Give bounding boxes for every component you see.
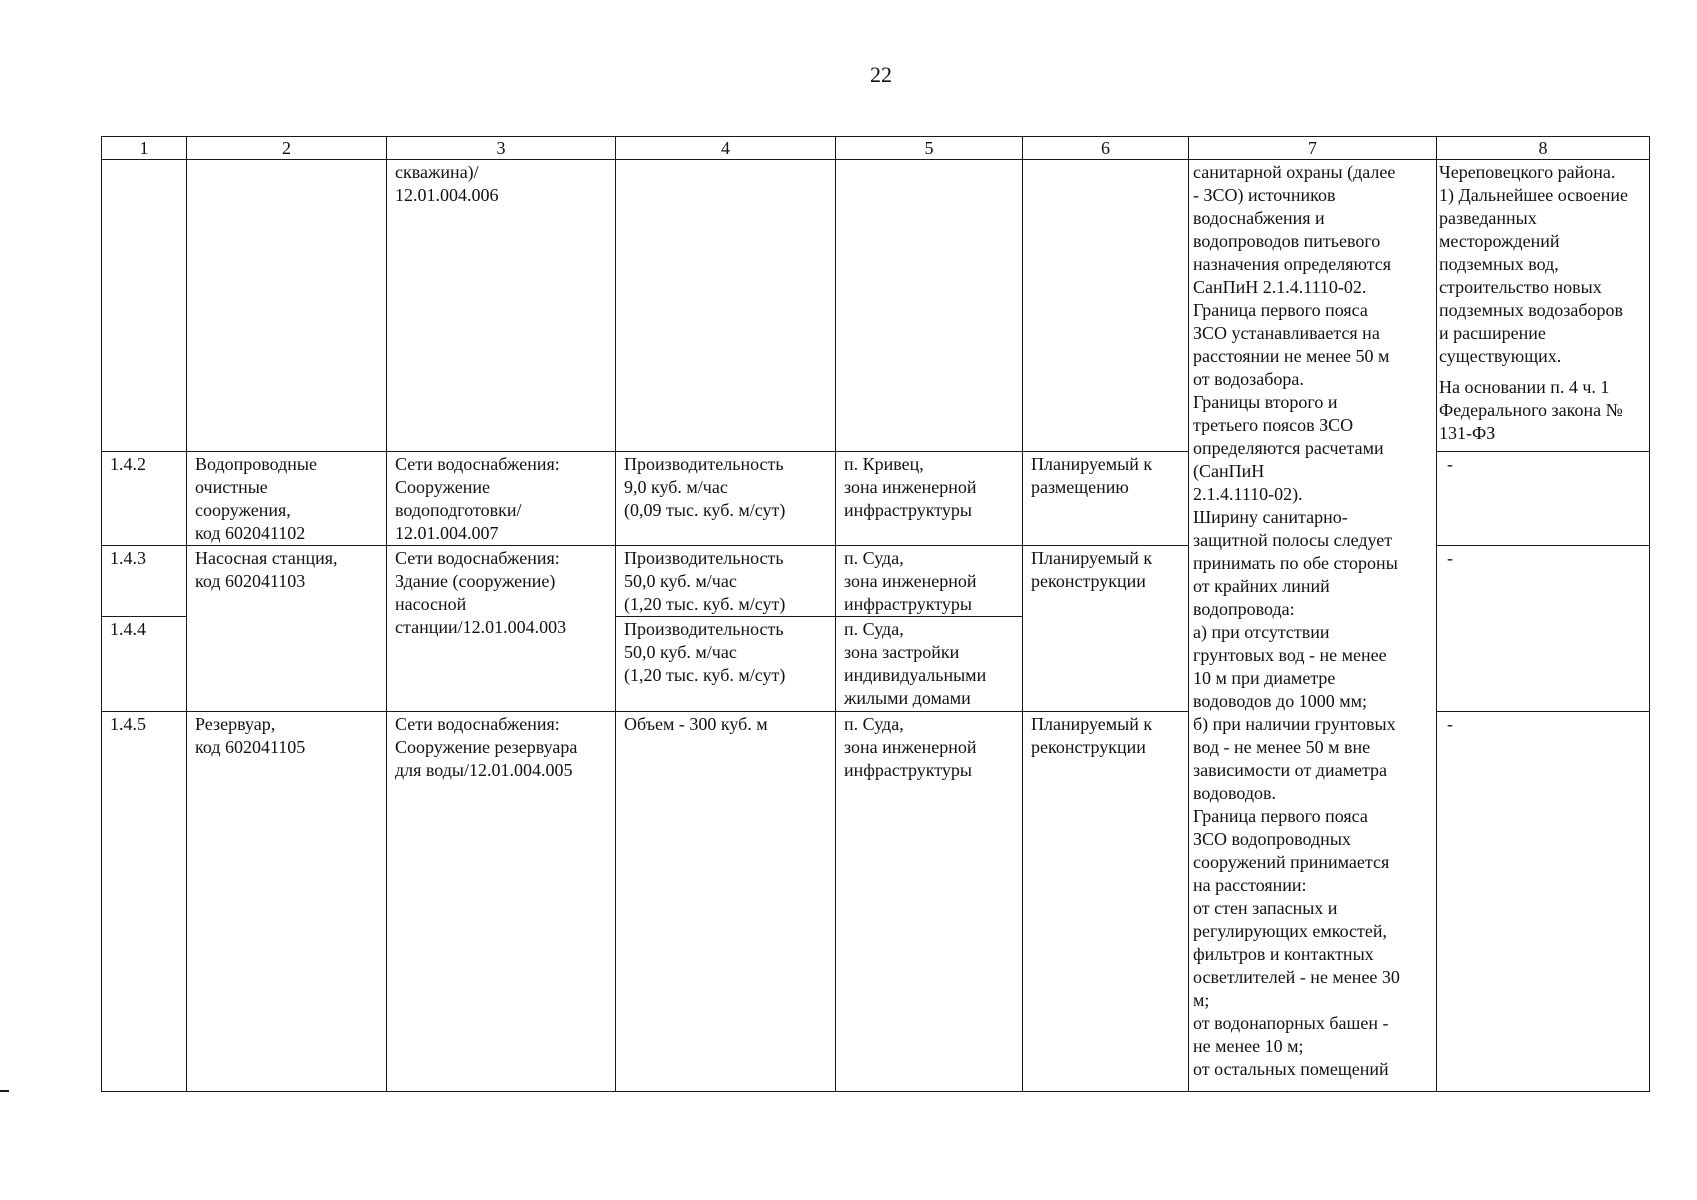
cell-line: реконструкции bbox=[1031, 737, 1146, 757]
cell-characteristics bbox=[616, 617, 836, 712]
zone-line: водоснабжения и bbox=[1193, 208, 1325, 228]
header-cell: 4 bbox=[616, 137, 836, 160]
cell-line: зона инженерной bbox=[844, 737, 977, 757]
zone-line: СанПиН 2.1.4.1110-02. bbox=[1193, 277, 1367, 297]
note-gap bbox=[1439, 368, 1647, 376]
cell-notes bbox=[1437, 452, 1650, 546]
zone-line: на расстоянии: bbox=[1193, 875, 1307, 895]
cell-line: 12.01.004.006 bbox=[395, 185, 499, 205]
cell-line: зона инженерной bbox=[844, 571, 977, 591]
cell-line: индивидуальными bbox=[844, 665, 987, 685]
cell-line: инфраструктуры bbox=[844, 594, 972, 614]
zone-line: от водозабора. bbox=[1193, 369, 1304, 389]
cell-line: Сооружение bbox=[395, 477, 490, 497]
note-dash: - bbox=[1447, 548, 1453, 568]
zone-line: - ЗСО) источников bbox=[1193, 185, 1336, 205]
cell-status bbox=[1023, 546, 1189, 712]
cell-number: 1.4.2 bbox=[102, 452, 187, 546]
cell-location bbox=[836, 160, 1023, 452]
cell-line: инфраструктуры bbox=[844, 500, 972, 520]
zone-line: регулирующих емкостей, bbox=[1193, 921, 1388, 941]
cell-line: 50,0 куб. м/час bbox=[624, 571, 737, 591]
zone-line: зависимости от диаметра bbox=[1193, 760, 1388, 780]
zone-line: (СанПиН bbox=[1193, 461, 1265, 481]
cell-line: код 602041105 bbox=[195, 737, 306, 757]
zone-line: санитарной охраны (далее bbox=[1193, 162, 1396, 182]
header-row bbox=[102, 137, 1650, 160]
note-dash: - bbox=[1447, 714, 1453, 734]
cell-protection-zones bbox=[1189, 160, 1437, 1092]
note-line: На основании п. 4 ч. 1 bbox=[1439, 377, 1610, 397]
zone-line: грунтовых вод - не менее bbox=[1193, 645, 1387, 665]
zone-line: Ширину санитарно- bbox=[1193, 507, 1348, 527]
cell-number bbox=[102, 160, 187, 452]
cell-line: реконструкции bbox=[1031, 571, 1146, 591]
cell-name bbox=[187, 546, 387, 712]
cell-location bbox=[836, 546, 1023, 617]
cell-line: очистные bbox=[195, 477, 268, 497]
cell-name bbox=[187, 712, 387, 1092]
zone-line: Границы второго и bbox=[1193, 392, 1338, 412]
cell-name bbox=[187, 452, 387, 546]
cell-line: код 602041102 bbox=[195, 523, 306, 543]
zone-line: 2.1.4.1110-02). bbox=[1193, 484, 1303, 504]
cell-line: Производительность bbox=[624, 454, 784, 474]
zone-line: а) при отсутствии bbox=[1193, 622, 1330, 642]
cell-line: Сооружение резервуара bbox=[395, 737, 578, 757]
zone-line: сооружений принимается bbox=[1193, 852, 1390, 872]
note-line: существующих. bbox=[1439, 346, 1562, 366]
cell-name bbox=[187, 160, 387, 452]
zone-line: ЗСО водопроводных bbox=[1193, 829, 1351, 849]
cell-line: для воды/12.01.004.005 bbox=[395, 760, 573, 780]
cell-line: 9,0 куб. м/час bbox=[624, 477, 728, 497]
cell-line: Планируемый к bbox=[1031, 548, 1153, 568]
zone-line: назначения определяются bbox=[1193, 254, 1392, 274]
cell-line: Производительность bbox=[624, 548, 784, 568]
cell-location bbox=[836, 712, 1023, 1092]
cell-location bbox=[836, 452, 1023, 546]
note-line: 1) Дальнейшее освоение bbox=[1439, 185, 1628, 205]
cell-line: Насосная станция, bbox=[195, 548, 338, 568]
header-cell: 6 bbox=[1023, 137, 1189, 160]
zone-line: от крайних линий bbox=[1193, 576, 1330, 596]
note-line: строительство новых bbox=[1439, 277, 1602, 297]
note-line: подземных водозаборов bbox=[1439, 300, 1623, 320]
zone-line: от стен запасных и bbox=[1193, 898, 1338, 918]
zone-line: Граница первого пояса bbox=[1193, 300, 1368, 320]
zone-line: осветлителей - не менее 30 bbox=[1193, 967, 1400, 987]
cell-status bbox=[1023, 160, 1189, 452]
cell-line: (0,09 тыс. куб. м/сут) bbox=[624, 500, 786, 520]
cell-line: скважина)/ bbox=[395, 162, 479, 182]
note-line: Череповецкого района. bbox=[1439, 162, 1616, 182]
cell-type bbox=[387, 546, 616, 712]
header-cell: 8 bbox=[1437, 137, 1650, 160]
note-line: 131-ФЗ bbox=[1439, 423, 1496, 443]
data-table bbox=[101, 136, 1650, 1092]
zone-line: м; bbox=[1193, 990, 1210, 1010]
zone-line: ЗСО устанавливается на bbox=[1193, 323, 1380, 343]
page-number: 22 bbox=[870, 62, 892, 87]
cell-line: Сети водоснабжения: bbox=[395, 714, 560, 734]
cell-characteristics bbox=[616, 452, 836, 546]
cell-line: сооружения, bbox=[195, 500, 291, 520]
note-line: месторождений bbox=[1439, 231, 1560, 251]
zone-line: не менее 10 м; bbox=[1193, 1036, 1304, 1056]
zone-line: вод - не менее 50 м вне bbox=[1193, 737, 1371, 757]
cell-line: 50,0 куб. м/час bbox=[624, 642, 737, 662]
zone-line: определяются расчетами bbox=[1193, 438, 1384, 458]
header-cell: 5 bbox=[836, 137, 1023, 160]
zone-line: защитной полосы следует bbox=[1193, 530, 1393, 550]
note-dash: - bbox=[1447, 454, 1453, 474]
cell-characteristics bbox=[616, 546, 836, 617]
zone-line: водопроводов питьевого bbox=[1193, 231, 1381, 251]
zone-line: 10 м при диаметре bbox=[1193, 668, 1336, 688]
zone-line: фильтров и контактных bbox=[1193, 944, 1374, 964]
margin-mark bbox=[0, 1090, 9, 1092]
note-line: подземных вод, bbox=[1439, 254, 1559, 274]
cell-line: п. Суда, bbox=[844, 548, 904, 568]
zone-line: водопровода: bbox=[1193, 599, 1295, 619]
cell-line: размещению bbox=[1031, 477, 1129, 497]
zone-line: от остальных помещений bbox=[1193, 1059, 1389, 1079]
cell-line: Здание (сооружение) bbox=[395, 571, 556, 591]
zone-line: Граница первого пояса bbox=[1193, 806, 1368, 826]
cell-line: насосной bbox=[395, 594, 467, 614]
header-cell: 1 bbox=[102, 137, 187, 160]
cell-line: Сети водоснабжения: bbox=[395, 548, 560, 568]
cell-notes bbox=[1437, 712, 1650, 1092]
cell-characteristics bbox=[616, 712, 836, 1092]
header-cell: 2 bbox=[187, 137, 387, 160]
cell-status bbox=[1023, 452, 1189, 546]
zone-line: расстоянии не менее 50 м bbox=[1193, 346, 1390, 366]
cell-line: Планируемый к bbox=[1031, 454, 1153, 474]
cell-notes bbox=[1437, 160, 1650, 452]
cell-line: водоподготовки/ bbox=[395, 500, 522, 520]
zone-line: принимать по обе стороны bbox=[1193, 553, 1398, 573]
cell-type bbox=[387, 712, 616, 1092]
note-line: и расширение bbox=[1439, 323, 1546, 343]
cell-line: зона инженерной bbox=[844, 477, 977, 497]
cell-line: Водопроводные bbox=[195, 454, 318, 474]
cell-type bbox=[387, 160, 616, 452]
cell-number: 1.4.3 bbox=[102, 546, 187, 617]
zone-line: б) при наличии грунтовых bbox=[1193, 714, 1396, 734]
note-line: Федерального закона № bbox=[1439, 400, 1623, 420]
cell-number: 1.4.4 bbox=[102, 617, 187, 712]
cell-line: п. Кривец, bbox=[844, 454, 924, 474]
zone-line: водоводов. bbox=[1193, 783, 1277, 803]
table-row-continuation bbox=[102, 160, 1650, 452]
header-cell: 7 bbox=[1189, 137, 1437, 160]
zone-line: третьего поясов ЗСО bbox=[1193, 415, 1354, 435]
cell-line: Производительность bbox=[624, 619, 784, 639]
cell-line: п. Суда, bbox=[844, 619, 904, 639]
cell-line: (1,20 тыс. куб. м/сут) bbox=[624, 594, 786, 614]
cell-characteristics bbox=[616, 160, 836, 452]
cell-line: (1,20 тыс. куб. м/сут) bbox=[624, 665, 786, 685]
zone-line: водоводов до 1000 мм; bbox=[1193, 691, 1367, 711]
note-line: разведанных bbox=[1439, 208, 1537, 228]
cell-number: 1.4.5 bbox=[102, 712, 187, 1092]
cell-line: Резервуар, bbox=[195, 714, 276, 734]
cell-line: код 602041103 bbox=[195, 571, 306, 591]
cell-line: Объем - 300 куб. м bbox=[624, 714, 768, 734]
cell-line: 12.01.004.007 bbox=[395, 523, 499, 543]
zone-line: от водонапорных башен - bbox=[1193, 1013, 1389, 1033]
cell-line: п. Суда, bbox=[844, 714, 904, 734]
cell-line: Планируемый к bbox=[1031, 714, 1153, 734]
cell-location bbox=[836, 617, 1023, 712]
header-cell: 3 bbox=[387, 137, 616, 160]
cell-notes bbox=[1437, 546, 1650, 712]
cell-line: зона застройки bbox=[844, 642, 960, 662]
cell-line: Сети водоснабжения: bbox=[395, 454, 560, 474]
cell-status bbox=[1023, 712, 1189, 1092]
cell-line: жилыми домами bbox=[844, 688, 971, 708]
cell-line: инфраструктуры bbox=[844, 760, 972, 780]
cell-line: станции/12.01.004.003 bbox=[395, 617, 567, 637]
cell-type bbox=[387, 452, 616, 546]
